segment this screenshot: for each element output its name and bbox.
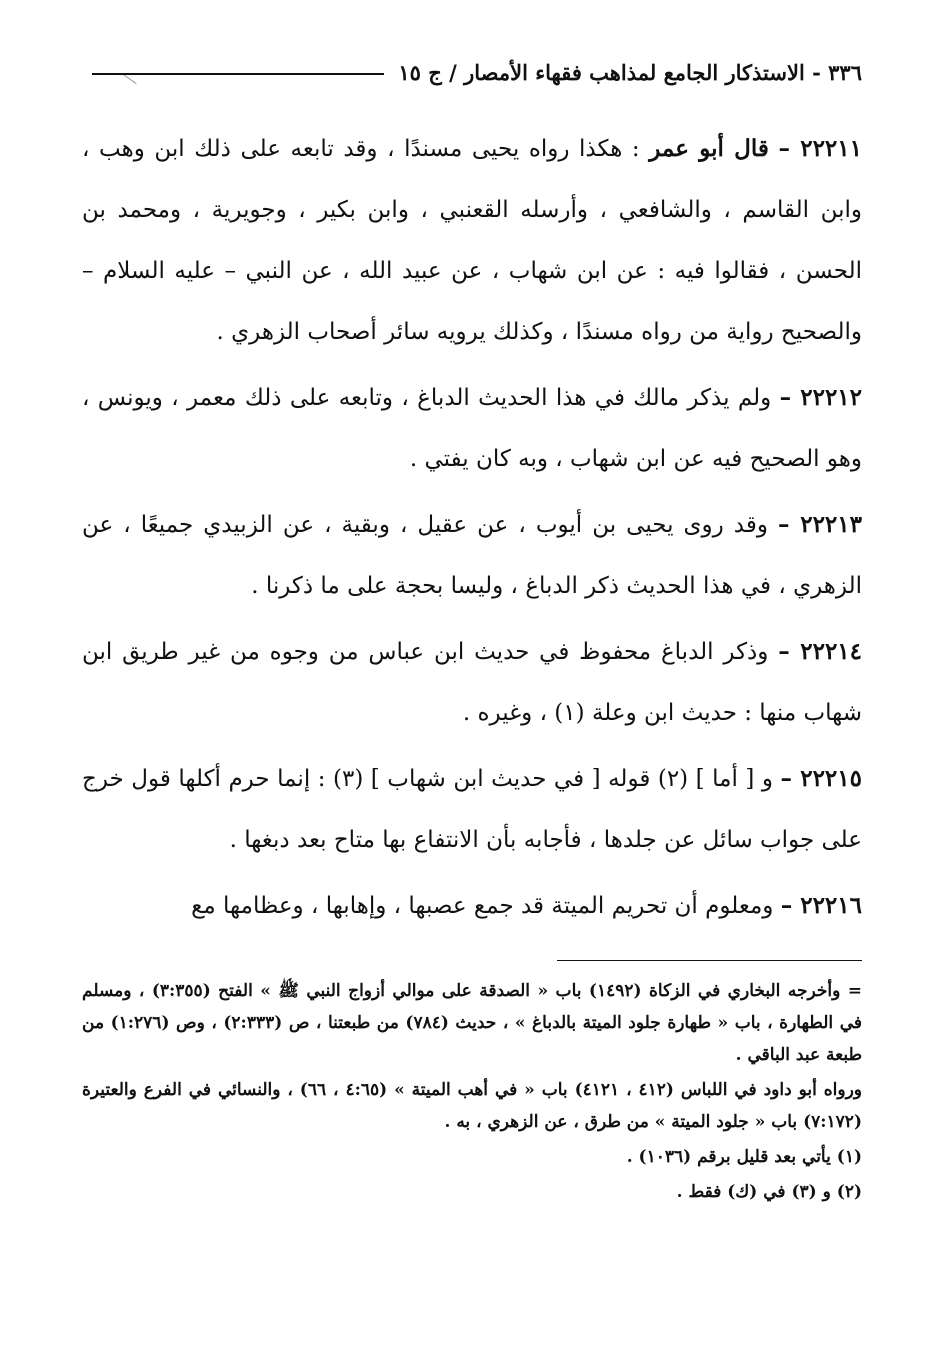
footnote-continued-2: ورواه أبو داود في اللباس (٤١٢ ، ٤١٢١) باب « في أهب الميتة » (٤:٦٥ ، ٦٦) ، والنسائي في الفرع والعتيرة (٧:١٧٢) باب « جلود الميتة » من طرق ، عن الزهري ، به . bbox=[82, 1080, 863, 1132]
paragraph-text: : هكذا رواه يحيى مسندًا ، وقد تابعه على ذلك ابن وهب ، وابن القاسم ، والشافعي ، وأرسله القعنبي ، وابن بكير ، وجويرية ، ومحمد بن الحسن ، فقالوا فيه : عن ابن شهاب ، عن عبيد الله ، عن النبي – عليه السلام – والصحيح رواية من رواه مسندًا ، وكذلك يرويه سائر أصحاب الزهري . bbox=[82, 136, 862, 345]
paragraph-22211 bbox=[82, 118, 862, 363]
paragraph-text: ومعلوم أن تحريم الميتة قد جمع عصبها ، وإهابها ، وعظامها مع bbox=[191, 893, 774, 919]
footnote-separator bbox=[557, 960, 862, 961]
header-rule bbox=[92, 73, 384, 75]
speaker-name: قال أبو عمر bbox=[649, 135, 769, 162]
paragraph-text: وذكر الدباغ محفوظ في حديث ابن عباس من وجوه من غير طريق ابن شهاب منها : حديث ابن وعلة (١) ، وغيره . bbox=[82, 639, 862, 726]
footnote-continued: = وأخرجه البخاري في الزكاة (١٤٩٢) باب « الصدقة على موالي أزواج النبي ﷺ » الفتح (٣:٣٥٥) ، ومسلم في الطهارة ، باب « طهارة جلود الميتة بالدباغ » ، حديث (٧٨٤) من طبعتنا ، ص (٢:٣٣٣) ، وص (١:٢٧٦) من طبعة عبد الباقي . bbox=[82, 981, 862, 1065]
paragraph-22215 bbox=[82, 748, 862, 871]
paragraph-text: و [ أما ] (٢) قوله [ في حديث ابن شهاب ] (٣) : إنما حرم أكلها قول خرج على جواب سائل عن جلدها ، فأجابه بأن الانتفاع بها متاح بعد دبغها . bbox=[82, 766, 862, 853]
paragraph-number: ٢٢٢١٤ – bbox=[778, 638, 863, 665]
running-header bbox=[92, 52, 862, 92]
footnote-2-3: (٢) و (٣) في (ك) فقط . bbox=[676, 1182, 862, 1202]
paragraph-number: ٢٢٢١٦ – bbox=[780, 892, 862, 919]
paragraph-number: ٢٢٢١٥ – bbox=[780, 765, 862, 792]
paragraph-22216 bbox=[82, 875, 862, 937]
paragraph-number: ٢٢٢١١ – bbox=[778, 135, 862, 162]
paragraph-number: ٢٢٢١٢ – bbox=[779, 384, 863, 411]
paragraph-text: وقد روى يحيى بن أيوب ، عن عقيل ، وبقية ، عن الزبيدي جميعًا ، عن الزهري ، في هذا الحديث ذكر الدباغ ، وليسا بحجة على ما ذكرنا . bbox=[82, 512, 862, 599]
footnotes bbox=[82, 975, 862, 1211]
paragraph-22212 bbox=[82, 367, 862, 490]
main-text bbox=[82, 118, 862, 941]
paragraph-text: ولم يذكر مالك في هذا الحديث الدباغ ، وتابعه على ذلك معمر ، ويونس ، وهو الصحيح فيه عن ابن شهاب ، وبه كان يفتي . bbox=[82, 385, 862, 472]
paragraph-number: ٢٢٢١٣ – bbox=[777, 511, 862, 538]
running-header-title: ٣٣٦ - الاستذكار الجامع لمذاهب فقهاء الأمصار / ج ١٥ bbox=[398, 59, 862, 85]
paragraph-22213 bbox=[82, 494, 862, 617]
footnote-1: (١) يأتي بعد قليل برقم (١٠٣٦) . bbox=[626, 1147, 862, 1167]
paragraph-22214 bbox=[82, 621, 862, 744]
